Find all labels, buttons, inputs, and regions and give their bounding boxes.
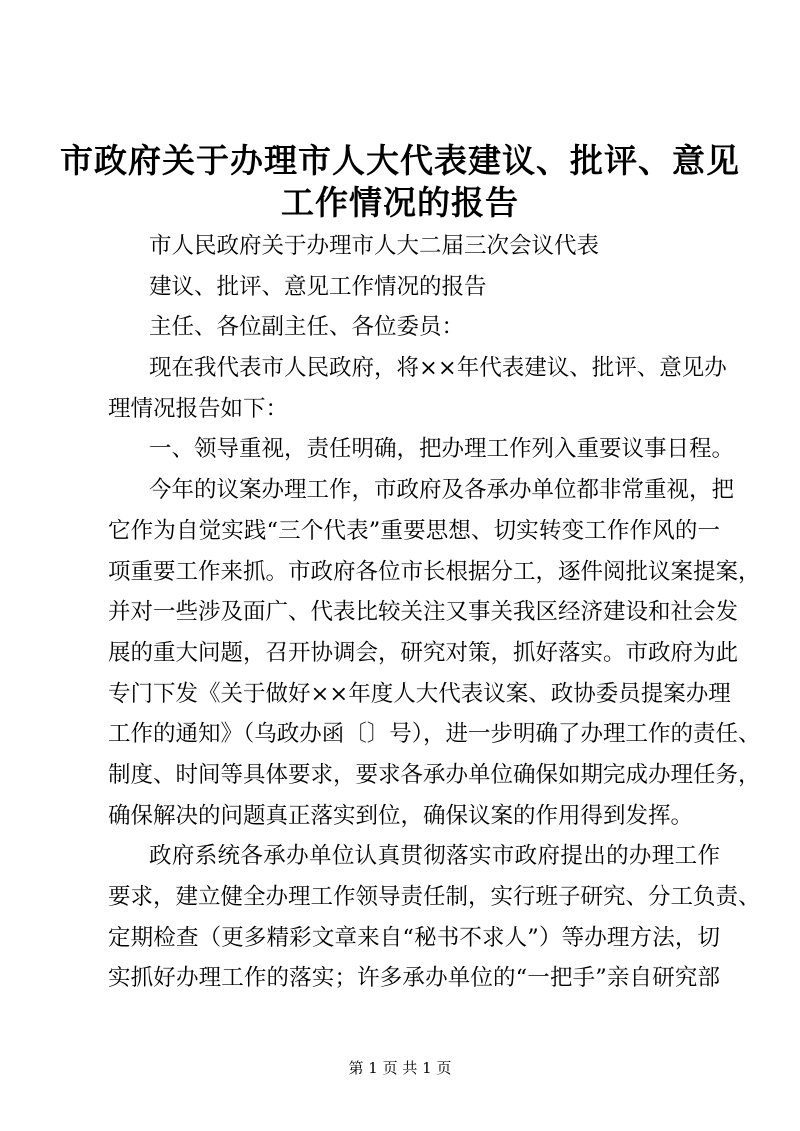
document-title-line-1: 市政府关于办理市人大代表建议、批评、意见: [60, 141, 740, 180]
paragraph-line: 要求，建立健全办理工作领导责任制，实行班子研究、分工负责、: [108, 884, 761, 910]
paragraph-line: 确保解决的问题真正落实到位，确保议案的作用得到发挥。: [108, 802, 694, 829]
paragraph-line: 政府系统各承办单位认真贯彻落实市政府提出的办理工作: [149, 843, 720, 870]
paragraph-line: 并对一些涉及面广、代表比较关注又事关我区经济建设和社会发: [108, 599, 739, 626]
paragraph-line: 展的重大问题，召开协调会，研究对策，抓好落实。市政府为此: [108, 639, 739, 666]
paragraph-line: 项重要工作来抓。市政府各位市长根据分工，逐件阅批议案提案，: [108, 558, 761, 585]
paragraph-line: 建议、批评、意见工作情况的报告: [149, 273, 487, 300]
paragraph-line: 它作为自觉实践“三个代表”重要思想、切实转变工作作风的一: [108, 517, 720, 544]
paragraph-line: 主任、各位副主任、各位委员：: [149, 314, 465, 341]
paragraph-line: 工作的通知》（乌政办函〔〕号），进一步明确了办理工作的责任、: [108, 721, 761, 748]
paragraph-line: 理情况报告如下：: [108, 395, 289, 422]
document-body: [108, 226, 761, 999]
paragraph-line: 定期检查（更多精彩文章来自“秘书不求人”）等办理方法，切: [108, 924, 720, 951]
document-title-line-2: 工作情况的报告: [281, 183, 519, 222]
paragraph-line: 市人民政府关于办理市人大二届三次会议代表: [149, 233, 600, 259]
paragraph-line: 现在我代表市人民政府，将××年代表建议、批评、意见办: [149, 355, 727, 382]
paragraph-line: 今年的议案办理工作，市政府及各承办单位都非常重视，把: [149, 477, 735, 504]
paragraph-line: 实抓好办理工作的落实；许多承办单位的“一把手”亲自研究部: [108, 965, 720, 992]
paragraph-line: 专门下发《关于做好××年度人大代表议案、政协委员提案办理: [108, 680, 731, 707]
page-footer: 第 1 页 共 1 页: [348, 1059, 452, 1077]
paragraph-line: 一、领导重视，责任明确，把办理工作列入重要议事日程。: [149, 436, 735, 463]
paragraph-line: 制度、时间等具体要求，要求各承办单位确保如期完成办理任务，: [108, 761, 761, 788]
